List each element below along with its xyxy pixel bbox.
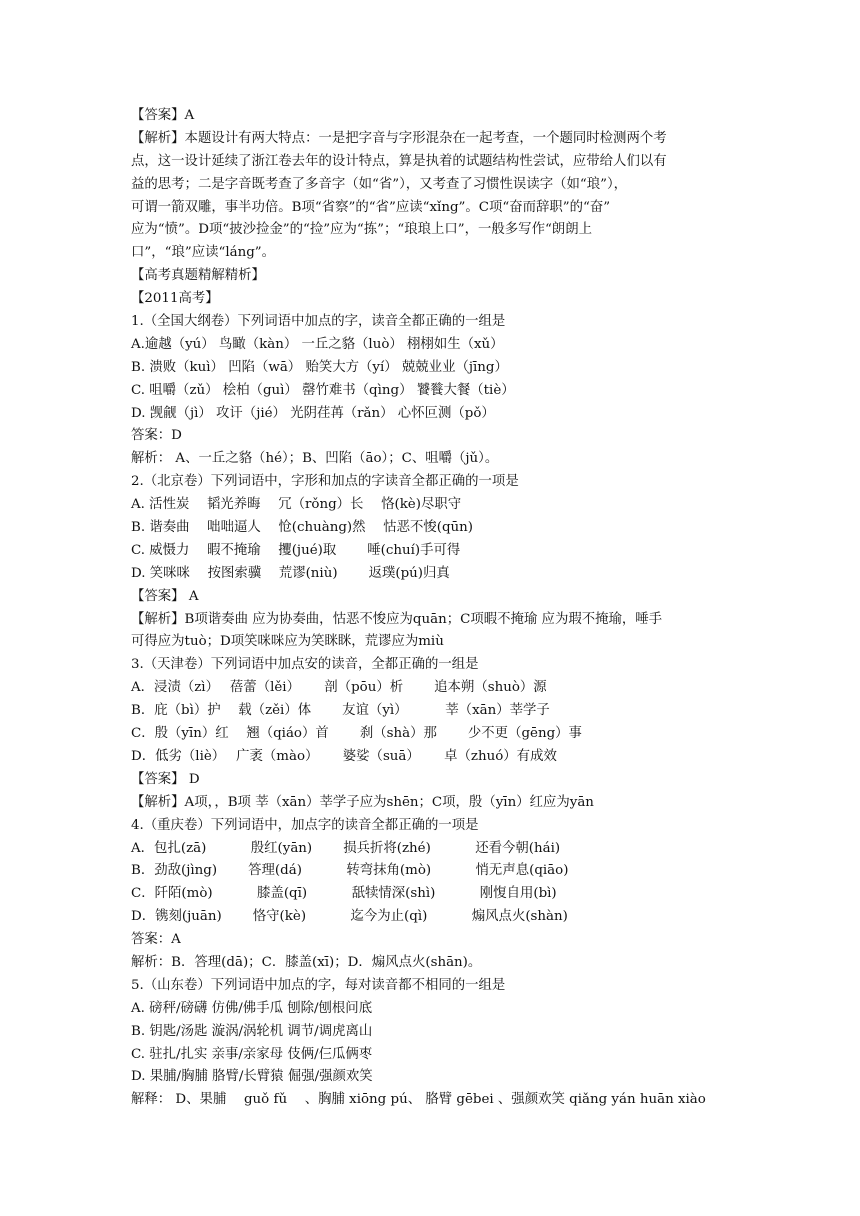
question-3-stem: 3.（天津卷）下列词语中加点安的读音，全都正确的一组是 <box>131 657 479 673</box>
question-5-option-a: A. 磅秤/磅礴 仿佛/佛手瓜 刨除/刨根问底 <box>131 1000 373 1016</box>
question-1-answer: 答案：D <box>131 428 182 444</box>
question-2-option-b: B. 谐奏曲 咄咄逼人 怆(chuàng)然 怙恶不悛(qūn) <box>131 520 474 536</box>
question-1-option-b: B. 溃败（kuì） 凹陷（wā） 贻笑大方（yí） 兢兢业业（jīng） <box>131 359 508 375</box>
question-4-stem: 4.（重庆卷）下列词语中，加点字的读音全都正确的一项是 <box>131 817 479 833</box>
analysis-line: 应为“愤”。D项“披沙捡金”的“捡”应为“拣”；“琅琅上口”，一般多写作“朗朗上 <box>131 222 592 238</box>
question-4-option-b: B．劲敌(jìng) 答理(dá) 转弯抹角(mò) 悄无声息(qiāo) <box>131 863 569 879</box>
answer-line: 【答案】A <box>131 108 195 123</box>
question-3-option-b: B．庇（bì）护 载（zěi）体 友谊（yì） 莘（xān）莘学子 <box>131 703 550 719</box>
year-heading: 【2011高考】 <box>131 291 219 307</box>
analysis-line: 益的思考；二是字音既考查了多音字（如“省”），又考查了习惯性误读字（如“琅”）， <box>131 176 628 192</box>
question-2-option-d: D. 笑咪咪 按图索骥 荒谬(niù) 返璞(pú)归真 <box>131 565 450 581</box>
question-1-option-a: A.逾越（yú） 鸟瞰（kàn） 一丘之貉（luò） 栩栩如生（xǔ） <box>131 336 504 352</box>
question-5-explanation: 解释： D、果脯 guǒ fǔ 、胸脯 xiōng pú、 胳臂 gēbei 、强颜欢笑 qiǎng yán huān xiào <box>131 1092 706 1108</box>
question-1-stem: 1.（全国大纲卷）下列词语中加点的字，读音全都正确的一组是 <box>131 314 506 330</box>
question-4-option-a: A．包扎(zā) 殷红(yān) 损兵折将(zhé) 还看今朝(hái) <box>131 840 561 856</box>
analysis-line: 【解析】本题设计有两大特点：一是把字音与字形混杂在一起考查，一个题同时检测两个考 <box>131 130 667 146</box>
question-1-option-d: D. 觊觎（jì） 攻讦（jié） 光阴荏苒（rǎn） 心怀叵测（pǒ） <box>131 405 495 421</box>
question-5-option-b: B. 钥匙/汤匙 漩涡/涡轮机 调节/调虎离山 <box>131 1023 373 1039</box>
question-2-stem: 2.（北京卷）下列词语中，字形和加点的字读音全都正确的一项是 <box>131 474 519 490</box>
analysis-line: 口”，“琅”应读“láng”。 <box>131 245 276 261</box>
section-heading: 【高考真题精解精析】 <box>131 268 265 284</box>
document-body <box>131 105 731 1112</box>
question-2-option-a: A. 活性炭 韬光养晦 冗（rǒng）长 恪(kè)尽职守 <box>131 497 462 513</box>
question-2-answer: 【答案】 A <box>131 588 199 604</box>
question-4-option-d: D．镌刻(juān) 恪守(kè) 迄今为止(qì) 煽风点火(shàn) <box>131 909 568 925</box>
question-3-option-a: A．浸渍（zì） 蓓蕾（lěi） 剖（pōu）析 追本朔（shuò）源 <box>131 680 547 696</box>
question-5-stem: 5.（山东卷）下列词语中加点的字，每对读音都不相同的一组是 <box>131 977 506 993</box>
question-3-answer: 【答案】 D <box>131 771 200 787</box>
question-2-option-c: C. 威慑力 暇不掩瑜 攫(jué)取 唾(chuí)手可得 <box>131 542 461 558</box>
question-2-analysis: 可得应为tuò；D项笑咪咪应为笑眯眯，荒谬应为miù <box>131 634 444 650</box>
question-3-analysis: 【解析】A项，，B项 莘（xān）莘学子应为shēn；C项，殷（yīn）红应为yān <box>131 794 594 810</box>
question-2-analysis: 【解析】B项谐奏曲 应为协奏曲，怙恶不悛应为quān；C项暇不掩瑜 应为瑕不掩瑜，唾手 <box>131 611 663 627</box>
question-4-analysis: 解析：B．答理(dā)；C．膝盖(xī)；D．煽风点火(shān)。 <box>131 954 482 970</box>
analysis-line: 点，这一设计延续了浙江卷去年的设计特点，算是执着的试题结构性尝试，应带给人们以有 <box>131 153 667 169</box>
question-5-option-d: D. 果脯/胸脯 胳臂/长臂猿 倔强/强颜欢笑 <box>131 1069 373 1085</box>
question-5-option-c: C. 驻扎/扎实 亲事/亲家母 伎俩/仨瓜俩枣 <box>131 1046 373 1062</box>
analysis-line: 可谓一箭双雕，事半功倍。B项“省察”的“省”应读“xǐng”。C项“奋而辞职”的“奋” <box>131 199 611 215</box>
question-4-answer: 答案：A <box>131 932 181 948</box>
question-4-option-c: C．阡陌(mò) 膝盖(qī) 舐犊情深(shì) 刚愎自用(bì) <box>131 886 557 902</box>
question-3-option-c: C．殷（yīn）红 翘（qiáo）首 刹（shà）那 少不更（gēng）事 <box>131 726 582 742</box>
question-1-analysis: 解析： A、一丘之貉（hé）；B、凹陷（āo）；C、咀嚼（jǔ）。 <box>131 451 499 467</box>
question-1-option-c: C. 咀嚼（zǔ） 桧柏（guì） 罄竹难书（qìng） 饕餮大餐（tiè） <box>131 382 515 398</box>
question-3-option-d: D．低劣（liè） 广袤（mào） 婆娑（suā） 卓（zhuó）有成效 <box>131 748 557 764</box>
